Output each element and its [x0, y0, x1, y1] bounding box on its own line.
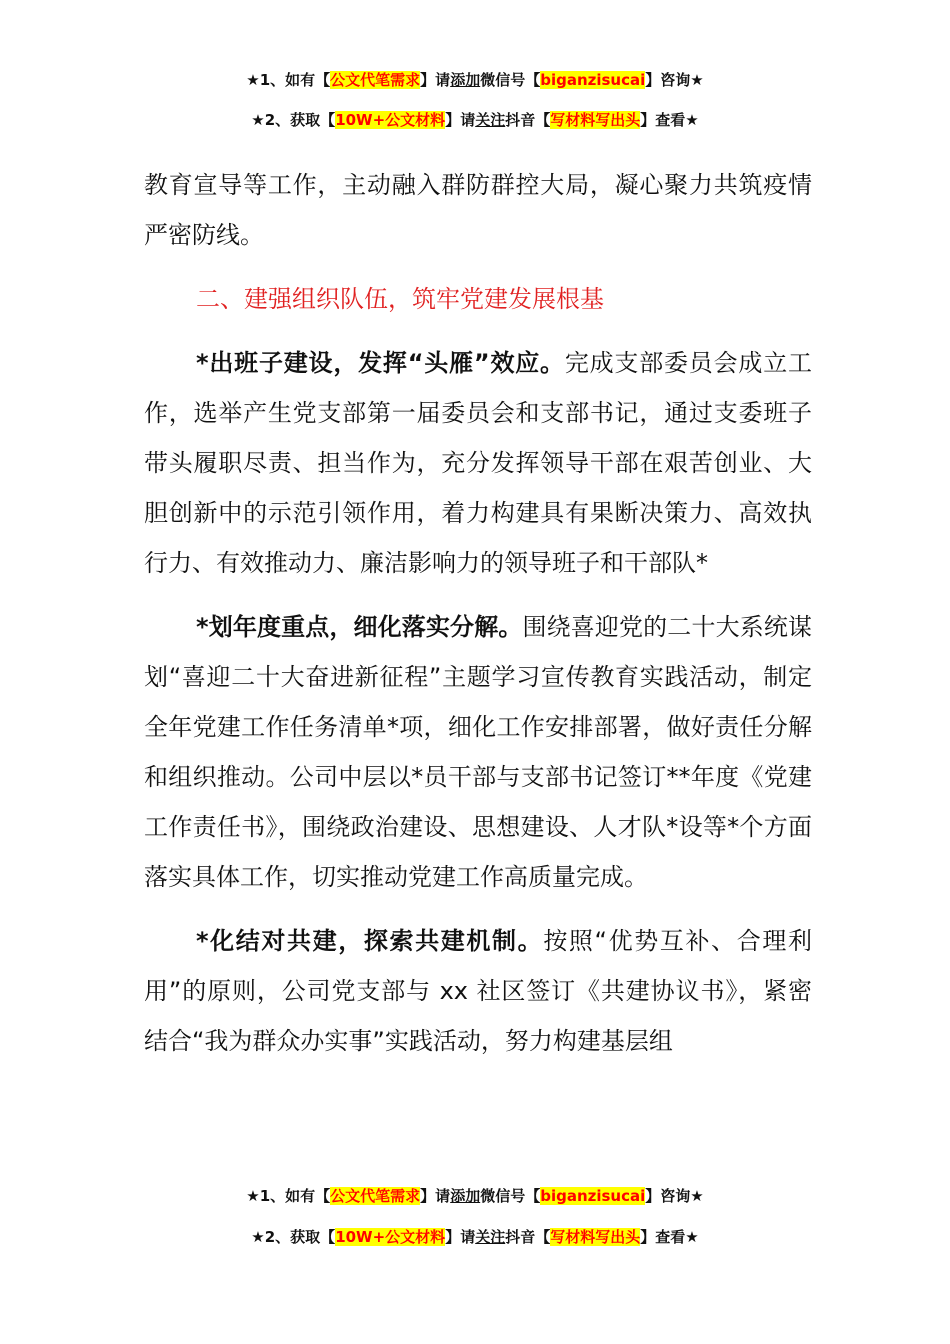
- highlight-wechat-id: biganzisucai: [540, 71, 646, 89]
- highlight-materials: 10W+公文材料: [335, 111, 446, 129]
- paragraph-joint-building: *化结对共建，探索共建机制。按照“优势互补、合理利用”的原则，公司党支部与 xx 社区签订《共建协议书》，紧密结合“我为群众办实事”实践活动，努力构建基层组: [144, 927, 812, 1055]
- highlight-douyin-account: 写材料写出头: [550, 1228, 641, 1246]
- highlight-douyin-account: 写材料写出头: [550, 111, 641, 129]
- highlight-service: 公文代笔需求: [330, 71, 421, 89]
- paragraph-continuation: 教育宣导等工作，主动融入群防群控大局，凝心聚力共筑疫情严密防线。: [144, 171, 812, 249]
- paragraph-annual-plan: *划年度重点，细化落实分解。围绕喜迎党的二十大系统谋划“喜迎二十大奋进新征程”主题学习宣传教育实践活动，制定全年党建工作任务清单*项，细化工作安排部署，做好责任分解和组织推动。公司中层以*员干部与支部书记签订**年度《党建工作责任书》，围绕政治建设、思想建设、人才队*设等*个方面落实具体工作，切实推动党建工作高质量完成。: [144, 613, 812, 891]
- section-heading: 二、建强组织队伍，筑牢党建发展根基: [196, 285, 604, 313]
- paragraph-lead: *化结对共建，探索共建机制。: [196, 927, 544, 955]
- highlight-service: 公文代笔需求: [330, 1187, 421, 1205]
- header-banner-line-2: ★2、获取【10W+公文材料】请关注抖音【写材料写出头】查看★: [251, 111, 699, 129]
- footer-banner-line-1: ★1、如有【公文代笔需求】请添加微信号【biganzisucai】咨询★: [246, 1187, 704, 1205]
- document-body: [144, 160, 812, 1066]
- footer-banner-line-2: ★2、获取【10W+公文材料】请关注抖音【写材料写出头】查看★: [251, 1228, 699, 1246]
- paragraph-team-building: *出班子建设，发挥“头雁”效应。完成支部委员会成立工作，选举产生党支部第一届委员会和支部书记，通过支委班子带头履职尽责、担当作为，充分发挥领导干部在艰苦创业、大胆创新中的示范引领作用，着力构建具有果断决策力、高效执行力、有效推动力、廉洁影响力的领导班子和干部队*: [144, 349, 812, 577]
- header-banner-line-1: ★1、如有【公文代笔需求】请添加微信号【biganzisucai】咨询★: [246, 71, 704, 89]
- paragraph-lead: *出班子建设，发挥“头雁”效应。: [196, 349, 565, 377]
- highlight-materials: 10W+公文材料: [335, 1228, 446, 1246]
- paragraph-lead: *划年度重点，细化落实分解。: [196, 613, 523, 641]
- highlight-wechat-id: biganzisucai: [540, 1187, 646, 1205]
